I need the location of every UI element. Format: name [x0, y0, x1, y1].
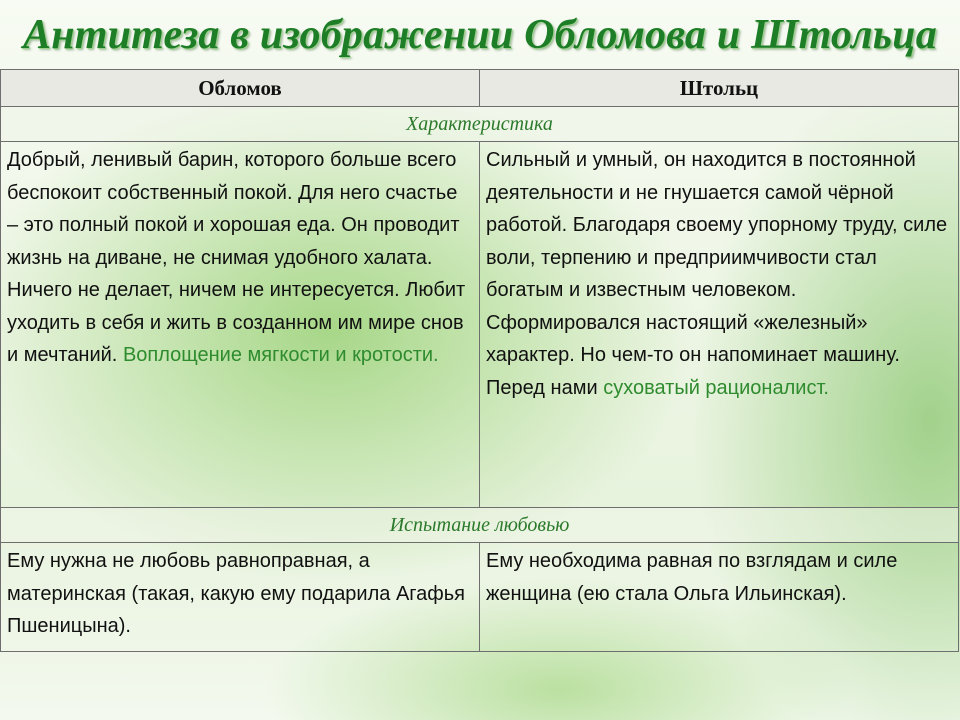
cell-oblomov-characteristics [1, 142, 480, 508]
cell-text: Добрый, ленивый барин, которого больше всего беспокоит собственный покой. Для него счастье – это полный покой и хорошая еда. Он проводит жизнь на диване, не снимая удобного халата. Ничего не делает, ничем не интересуется. Любит уходить в себя и жить в созданном им мире снов и мечтаний. [7, 149, 466, 366]
comparison-table [0, 69, 959, 652]
section-label-love-test: Испытание любовью [1, 508, 959, 543]
cell-highlight: суховатый рационалист. [603, 376, 829, 399]
cell-stolz-characteristics [480, 142, 959, 508]
cell-text: Ему нужна не любовь равноправная, а материнская (такая, какую ему подарила Агафья Пшеницына). [7, 550, 465, 637]
table-row [1, 142, 959, 508]
section-row-love-test [1, 508, 959, 543]
cell-stolz-love [480, 543, 959, 652]
cell-text: Ему необходима равная по взглядам и силе женщина (ею стала Ольга Ильинская). [486, 550, 898, 605]
cell-highlight: Воплощение мягкости и кротости. [122, 344, 439, 366]
section-row-characteristics [1, 107, 959, 142]
section-label-characteristics: Характеристика [1, 107, 959, 142]
column-header-stolz: Штольц [480, 70, 959, 107]
page-title: Антитеза в изображении Обломова и Штольца [23, 12, 937, 58]
table-header-row [1, 70, 959, 107]
column-header-oblomov: Обломов [1, 70, 480, 107]
table-row [1, 543, 959, 652]
cell-text: Сильный и умный, он находится в постоянной деятельности и не гнушается самой чёрной работой. Благодаря своему упорному труду, силе воли, терпению и предприимчивости стал богатым и известным человеком. Сформировался настоящий «железный» характер. Но чем-то он напоминает машину. Перед нами [486, 149, 948, 399]
cell-oblomov-love [1, 543, 480, 652]
